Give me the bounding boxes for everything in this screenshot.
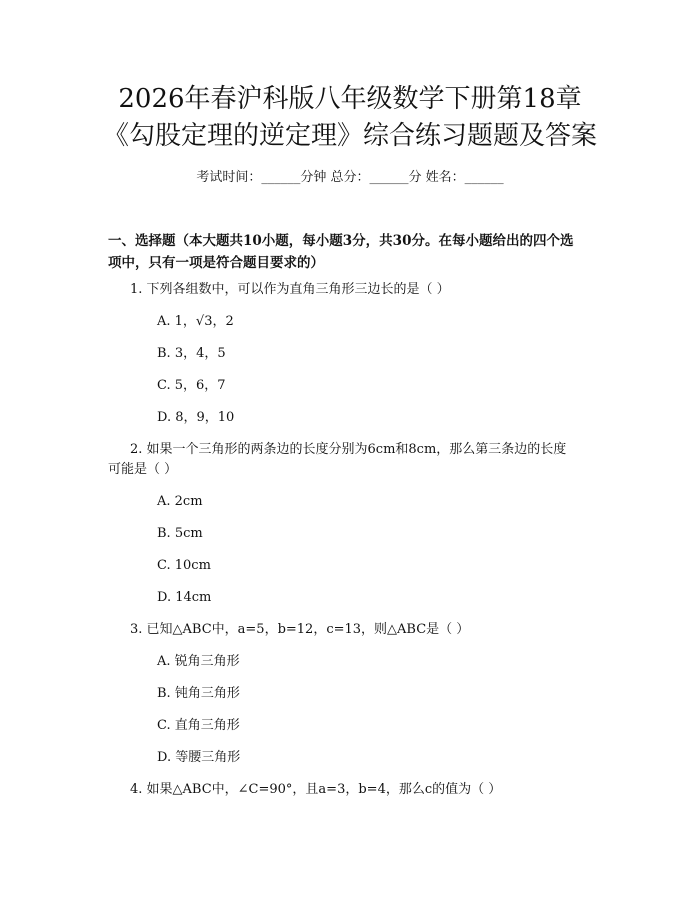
question-2-cont: 可能是（ ） xyxy=(108,462,178,477)
question-3: 3. 已知△ABC中，a=5，b=12，c=13，则△ABC是（ ） xyxy=(130,622,470,637)
document-title-line2: 《勾股定理的逆定理》综合练习题题及答案 xyxy=(102,121,597,151)
question-1-option-a: A. 1，√3，2 xyxy=(157,314,234,329)
question-2-option-d: D. 14cm xyxy=(157,590,212,605)
question-2-option-a: A. 2cm xyxy=(157,494,203,509)
question-2-option-c: C. 10cm xyxy=(157,558,211,573)
document-title-line1: 2026年春沪科版八年级数学下册第18章 xyxy=(118,84,582,114)
exam-info: 考试时间：______分钟 总分：______分 姓名：______ xyxy=(196,170,504,185)
question-1-option-c: C. 5，6，7 xyxy=(157,378,226,393)
question-3-option-c: C. 直角三角形 xyxy=(157,718,240,733)
question-2-option-b: B. 5cm xyxy=(157,526,203,541)
question-3-option-a: A. 锐角三角形 xyxy=(157,654,240,669)
question-1-option-b: B. 3，4，5 xyxy=(157,346,226,361)
question-2: 2. 如果一个三角形的两条边的长度分别为6cm和8cm，那么第三条边的长度 xyxy=(130,442,567,457)
section-heading-cont: 项中，只有一项是符合题目要求的） xyxy=(108,255,324,271)
question-3-option-d: D. 等腰三角形 xyxy=(157,750,241,765)
section-heading: 一、选择题（本大题共10小题，每小题3分，共30分。在每小题给出的四个选 xyxy=(108,233,574,249)
question-1: 1. 下列各组数中，可以作为直角三角形三边长的是（ ） xyxy=(130,282,450,297)
question-3-option-b: B. 钝角三角形 xyxy=(157,686,240,701)
question-1-option-d: D. 8，9，10 xyxy=(157,410,235,425)
question-4: 4. 如果△ABC中，∠C=90°，且a=3，b=4，那么c的值为（ ） xyxy=(130,782,502,797)
